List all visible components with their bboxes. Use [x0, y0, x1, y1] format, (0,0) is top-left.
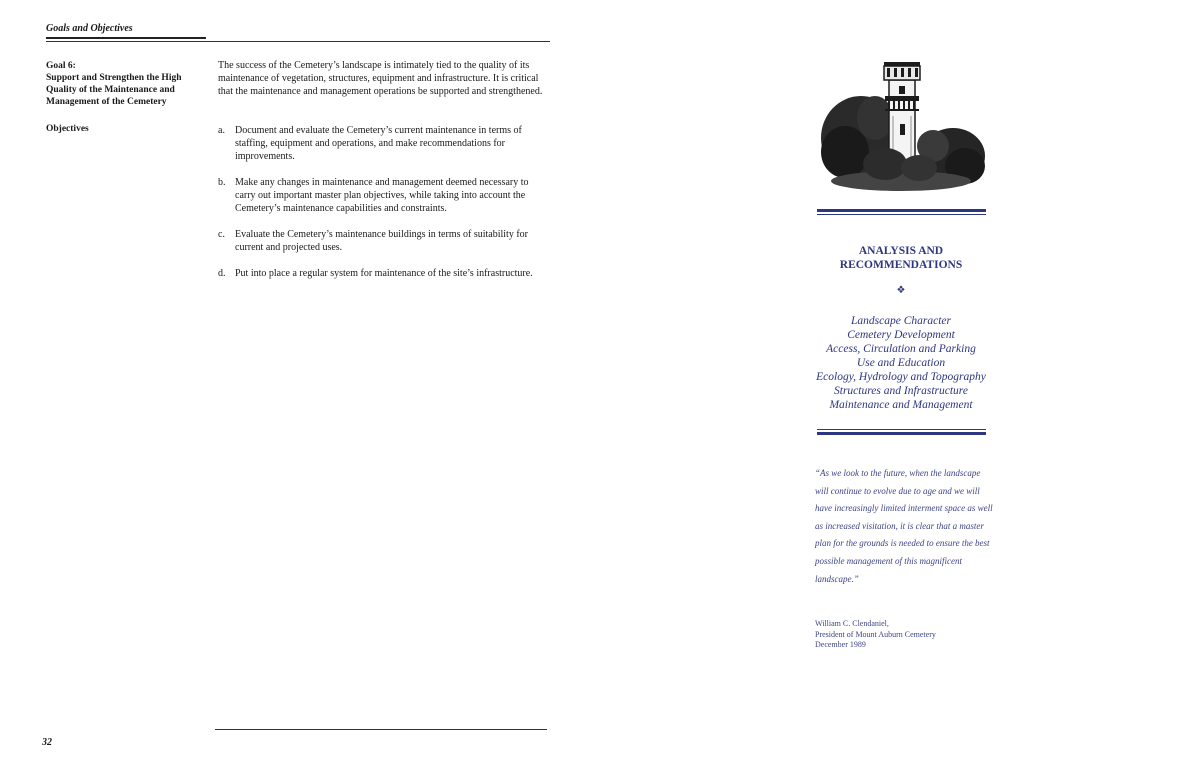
goal-heading [46, 60, 211, 108]
goal-intro-paragraph: The success of the Cemetery’s landscape is intimately tied to the quality of its maintenance of vegetation, structures, equipment and infrastructure. It is critical that the maintenance and management operations be supported and strengthened. [218, 60, 543, 97]
topic-item: Ecology, Hydrology and Topography [816, 371, 986, 383]
topic-item: Structures and Infrastructure [834, 385, 968, 397]
objective-letter: d. [218, 268, 226, 279]
header-rule-thin [46, 41, 550, 42]
tower-engraving-illustration [815, 56, 987, 196]
section-rule-top [817, 209, 986, 215]
topic-list [808, 314, 994, 412]
topic-item: Maintenance and Management [829, 399, 973, 411]
goal-title-line: Support and Strengthen the High [46, 73, 182, 83]
footer-rule [215, 729, 547, 730]
attribution-date: December 1989 [815, 640, 866, 649]
page-number: 32 [42, 737, 52, 748]
topic-item: Landscape Character [851, 315, 951, 327]
quote-attribution [815, 619, 993, 651]
header-rule-thick [46, 37, 206, 39]
objective-letter: c. [218, 229, 225, 240]
attribution-name: William C. Clendaniel, [815, 619, 889, 628]
running-head: Goals and Objectives [46, 23, 133, 34]
section-title [815, 244, 987, 272]
objective-text: Evaluate the Cemetery’s maintenance buildings in terms of suitability for current and projected uses. [235, 229, 528, 253]
topic-item: Use and Education [856, 357, 946, 369]
objective-letter: b. [218, 177, 226, 188]
objective-text: Put into place a regular system for maintenance of the site’s infrastructure. [235, 268, 533, 279]
section-title-line: RECOMMENDATIONS [839, 259, 963, 271]
objectives-label: Objectives [46, 124, 89, 134]
attribution-title: President of Mount Auburn Cemetery [815, 629, 936, 639]
pull-quote: “As we look to the future, when the landscape will continue to evolve due to age and we will have increasingly limited interment space as well as increased visitation, it is clear that a master plan for the grounds is needed to ensure the best possible management of this magnificent landscape.” [815, 468, 993, 584]
goal-title-line: Quality of the Maintenance and [46, 85, 175, 95]
objective-text: Make any changes in maintenance and management deemed necessary to carry out important master plan objectives, while taking into account the Cemetery’s maintenance capabilities and constraints. [235, 177, 529, 214]
objective-letter: a. [218, 125, 225, 136]
topic-item: Access, Circulation and Parking [826, 343, 976, 355]
section-title-line: ANALYSIS AND [858, 245, 944, 257]
objectives-list [218, 124, 548, 280]
topic-item: Cemetery Development [847, 329, 955, 341]
objective-item [218, 124, 548, 163]
objective-item [218, 176, 548, 215]
goal-number: Goal 6: [46, 61, 76, 71]
ornament-icon: ❖ [896, 285, 906, 296]
objective-text: Document and evaluate the Cemetery’s current maintenance in terms of staffing, equipment and operations, and make recommendations for improvements. [235, 125, 522, 162]
objective-item [218, 228, 548, 254]
section-rule-bottom [817, 429, 986, 435]
goal-title-line: Management of the Cemetery [46, 97, 167, 107]
objective-item [218, 267, 548, 280]
